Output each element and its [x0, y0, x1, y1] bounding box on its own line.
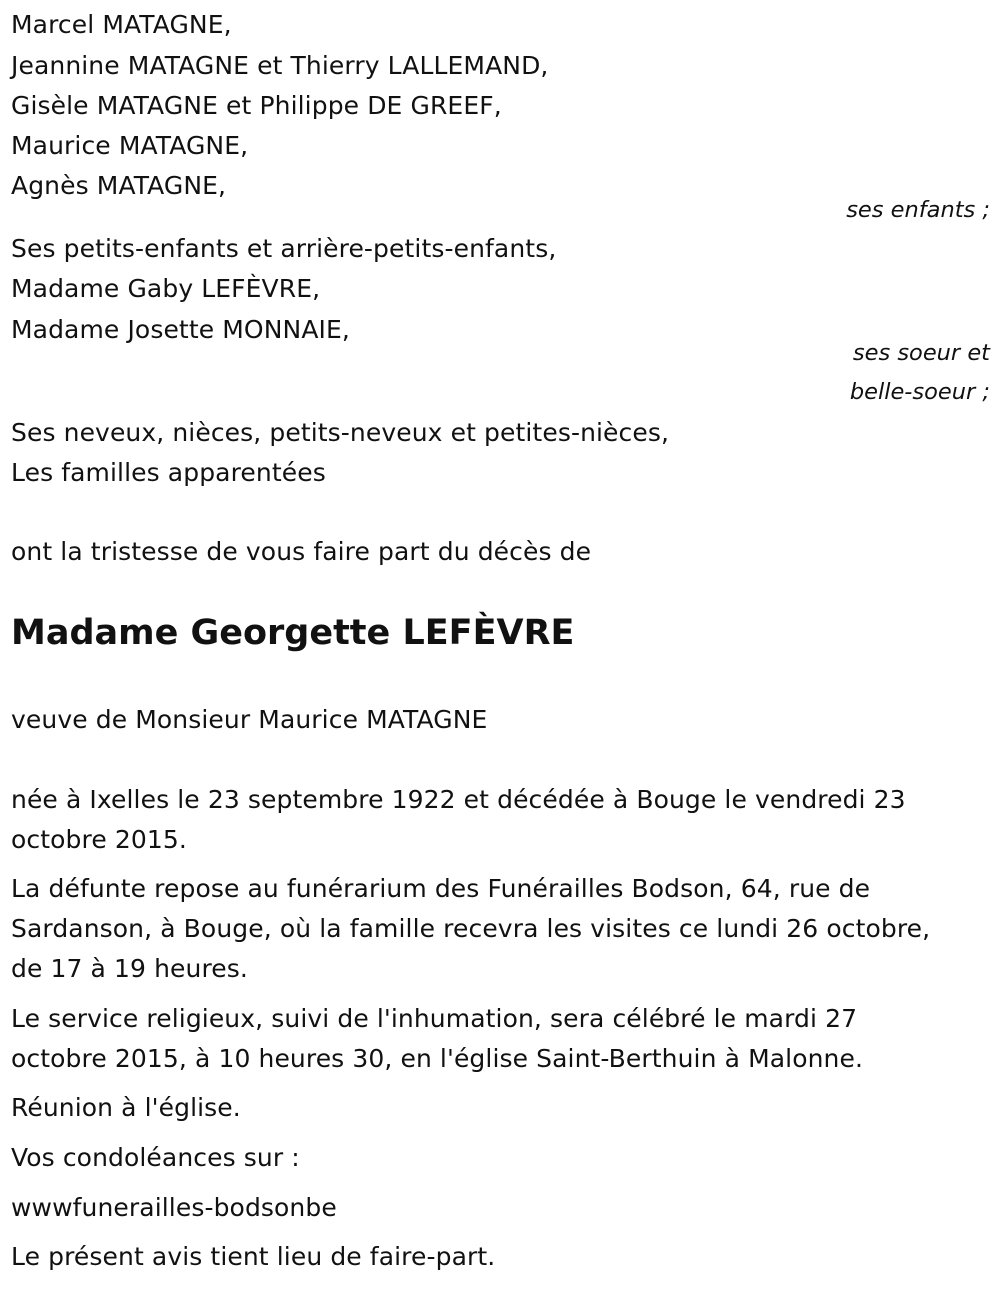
widow-of-text: veuve de Monsieur Maurice MATAGNE — [11, 705, 488, 734]
families-line: Les familles apparentées — [11, 458, 326, 487]
sisters-role-label-line1: ses soeur et — [852, 340, 990, 366]
child-name-4: Maurice MATAGNE, — [11, 131, 249, 160]
sister-name: Madame Gaby LEFÈVRE, — [11, 274, 321, 303]
grandchildren-line: Ses petits-enfants et arrière-petits-enfants, — [11, 234, 557, 263]
deceased-name: Madame Georgette LEFÈVRE — [11, 613, 575, 653]
child-name-3: Gisèle MATAGNE et Philippe DE GREEF, — [11, 91, 502, 120]
child-name-1: Marcel MATAGNE, — [11, 10, 232, 39]
repose-line-1: La défunte repose au funérarium des Funérailles Bodson, 64, rue de — [11, 874, 871, 903]
service-line-1: Le service religieux, suivi de l'inhumation, sera célébré le mardi 27 — [11, 1004, 858, 1033]
child-name-5: Agnès MATAGNE, — [11, 171, 227, 200]
condolences-label: Vos condoléances sur : — [11, 1143, 300, 1172]
nephews-line: Ses neveux, nièces, petits-neveux et petites-nièces, — [11, 418, 670, 447]
closing-text: Le présent avis tient lieu de faire-part. — [11, 1242, 496, 1271]
sister-in-law-name: Madame Josette MONNAIE, — [11, 315, 350, 344]
repose-line-3: de 17 à 19 heures. — [11, 954, 248, 983]
birth-death-line-2: octobre 2015. — [11, 825, 187, 854]
child-name-2: Jeannine MATAGNE et Thierry LALLEMAND, — [11, 51, 549, 80]
reunion-text: Réunion à l'église. — [11, 1093, 241, 1122]
children-role-label: ses enfants ; — [846, 197, 990, 223]
sisters-role-label-line2: belle-soeur ; — [849, 379, 990, 405]
repose-line-2: Sardanson, à Bouge, où la famille recevra les visites ce lundi 26 octobre, — [11, 914, 931, 943]
birth-death-line-1: née à Ixelles le 23 septembre 1922 et décédée à Bouge le vendredi 23 — [11, 785, 906, 814]
condolences-website: wwwfunerailles-bodsonbe — [11, 1193, 337, 1222]
service-line-2: octobre 2015, à 10 heures 30, en l'église Saint-Berthuin à Malonne. — [11, 1044, 864, 1073]
announcement-text: ont la tristesse de vous faire part du décès de — [11, 537, 592, 566]
